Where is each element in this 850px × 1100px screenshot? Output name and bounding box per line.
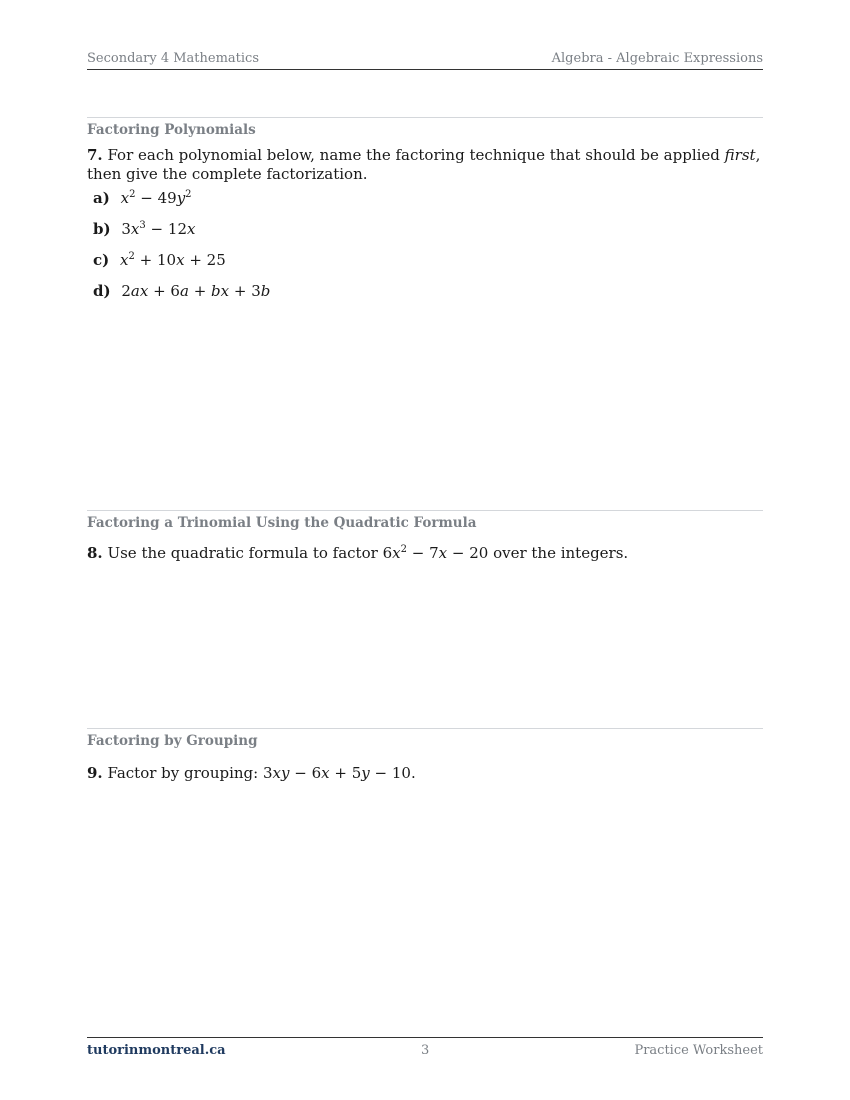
page-number: 3 [421,1043,430,1058]
part-d [93,282,270,300]
problem-number: 9. [87,764,103,782]
expression: 2ax + 6a + bx + 3b [121,282,271,300]
footer-label: Practice Worksheet [634,1043,763,1058]
problem-7 [87,146,763,184]
part-label: b) [93,220,111,238]
problem-text: . [410,764,416,782]
course-title: Secondary 4 Mathematics [87,51,260,66]
section-title-factoring-polynomials: Factoring Polynomials [87,122,256,138]
emphasis-text: first [724,146,756,164]
page-footer [87,1037,763,1060]
expression: $x^2 + 10x + 25$ [120,251,226,269]
expression: $6x^2 - 7x - 20$ [382,544,489,562]
part-label: c) [93,251,110,269]
expression: $3x^3 - 12x$ [121,220,196,238]
section-title-grouping: Factoring by Grouping [87,733,258,749]
problem-text: , then give the complete factorization. [87,146,761,183]
part-a [93,189,192,207]
section-divider [87,728,763,729]
section-divider [87,117,763,118]
problem-text: For each polynomial below, name the factoring technique that should be applied [107,146,725,164]
expression: $x^2 - 49y^2$ [120,189,192,207]
section-divider [87,510,763,511]
part-label: a) [93,189,110,207]
topic-title: Algebra - Algebraic Expressions [551,51,763,66]
problem-text: Factor by grouping: [107,764,263,782]
problem-text: over the integers. [488,544,629,562]
site-link[interactable]: tutorinmontreal.ca [87,1043,226,1058]
section-title-quadratic-formula: Factoring a Trinomial Using the Quadratic Formula [87,515,477,531]
problem-9 [87,764,763,783]
problem-number: 8. [87,544,103,562]
part-b [93,220,195,238]
problem-number: 7. [87,146,103,164]
problem-8 [87,544,763,563]
page-header [87,50,763,70]
problem-text: Use the quadratic formula to factor [107,544,383,562]
part-c [93,251,226,269]
part-label: d) [93,282,111,300]
expression: 3xy − 6x + 5y − 10 [262,764,411,782]
